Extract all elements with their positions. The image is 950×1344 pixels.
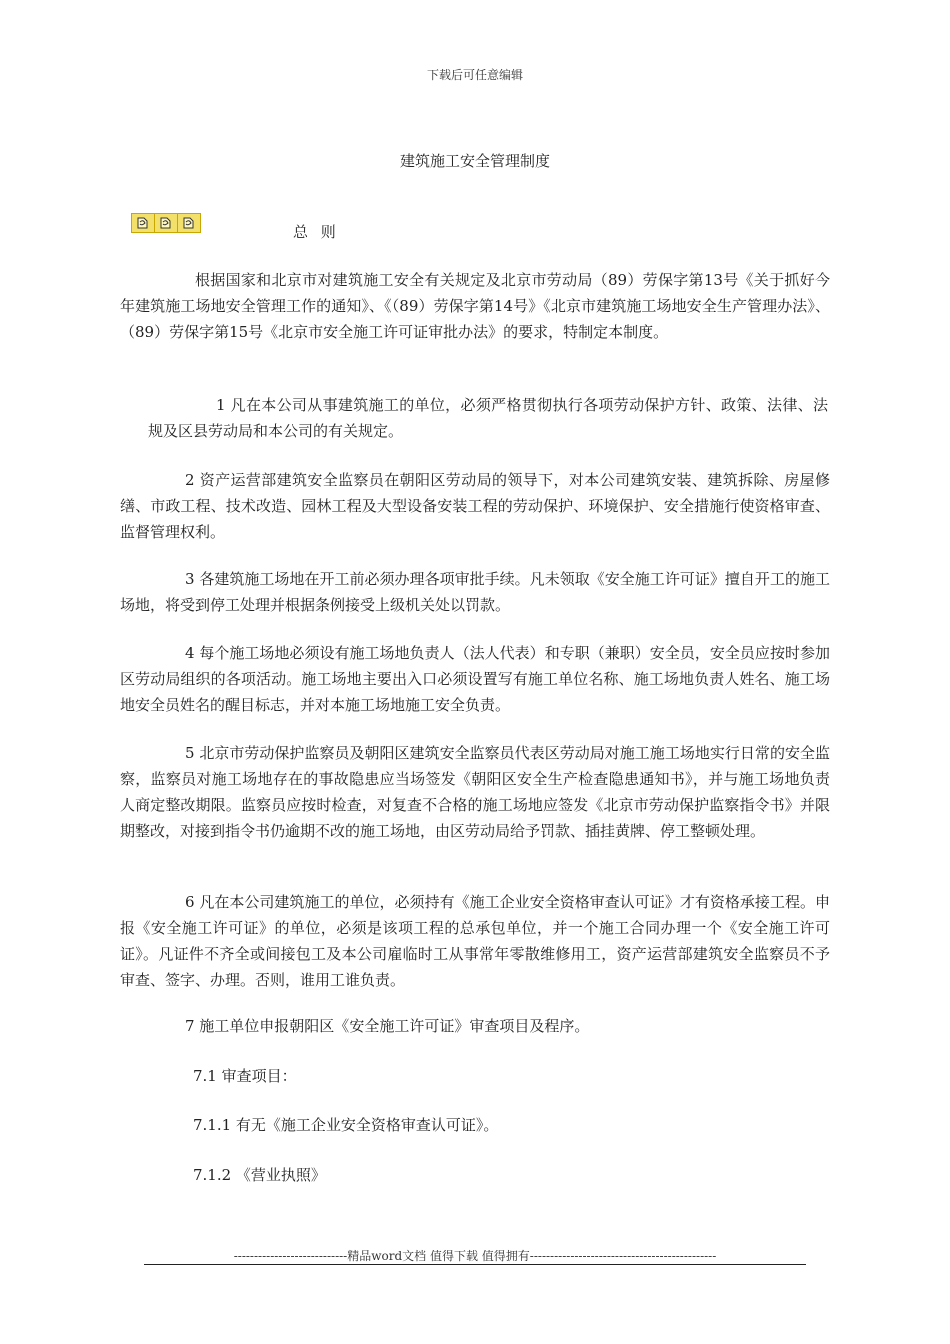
footer-rule: [144, 1264, 806, 1265]
header-note: 下载后可任意编辑: [426, 68, 523, 82]
paragraph-5: 5 北京市劳动保护监察员及朝阳区建筑安全监察员代表区劳动局对施工施工场地实行日常的安全监察，监察员对施工场地存在的事故隐患应当场签发《朝阳区安全生产检查隐患通知书》，并与施工场地负责人商定整改期限。监察员应按时检查，对复查不合格的施工场地应签发《北京市劳动保护监察指令书》并限期整改，对接到指令书仍逾期不改的施工场地，由区劳动局给予罚款、插挂黄牌、停工整顿处理。: [120, 744, 830, 840]
page-icon: [155, 214, 178, 232]
paragraph-1: 1 凡在本公司从事建筑施工的单位，必须严格贯彻执行各项劳动保护方针、政策、法律、法规及区县劳动局和本公司的有关规定。: [148, 396, 828, 440]
paragraph-intro: 根据国家和北京市对建筑施工安全有关规定及北京市劳动局（89）劳保字第13号《关于抓好今年建筑施工场地安全管理工作的通知》、《（89）劳保字第14号》《北京市建筑施工场地安全生产管理办法》、（89）劳保字第15号《北京市安全施工许可证审批办法》的要求，特制定本制度。: [120, 271, 830, 341]
paragraph-3: 3 各建筑施工场地在开工前必须办理各项审批手续。凡未领取《安全施工许可证》擅自开工的施工场地，将受到停工处理并根据条例接受上级机关处以罚款。: [120, 570, 830, 614]
paragraph-7-1-2: 7.1.2 《营业执照》: [193, 1166, 326, 1184]
paragraph-6: 6 凡在本公司建筑施工的单位，必须持有《施工企业安全资格审查认可证》才有资格承接工程。申报《安全施工许可证》的单位，必须是该项工程的总承包单位，并一个施工合同办理一个《安全施工许可证》。凡证件不齐全或间接包工及本公司雇临时工从事常年零散维修用工，资产运营部建筑安全监察员不予审查、签字、办理。否则，谁用工谁负责。: [120, 893, 830, 989]
page-icon: [132, 214, 155, 232]
footer-text: ----------------------------精品word文档 值得下载 值得拥有----------------------------------------------: [233, 1249, 717, 1263]
paragraph-7: 7 施工单位申报朝阳区《安全施工许可证》审查项目及程序。: [185, 1017, 590, 1035]
icon-strip: [131, 213, 201, 233]
document-title: 建筑施工安全管理制度: [399, 152, 550, 170]
paragraph-7-1-1: 7.1.1 有无《施工企业安全资格审查认可证》。: [193, 1116, 499, 1134]
paragraph-7-1: 7.1 审查项目：: [193, 1067, 297, 1085]
section-heading: 总 则: [293, 223, 340, 241]
page-icon: [178, 214, 200, 232]
paragraph-2: 2 资产运营部建筑安全监察员在朝阳区劳动局的领导下，对本公司建筑安装、建筑拆除、房屋修缮、市政工程、技术改造、园林工程及大型设备安装工程的劳动保护、环境保护、安全措施行使资格审查、监督管理权利。: [120, 471, 830, 541]
paragraph-4: 4 每个施工场地必须设有施工场地负责人（法人代表）和专职（兼职）安全员，安全员应按时参加区劳动局组织的各项活动。施工场地主要出入口必须设置写有施工单位名称、施工场地负责人姓名、施工场地安全员姓名的醒目标志，并对本施工场地施工安全负责。: [120, 644, 830, 714]
